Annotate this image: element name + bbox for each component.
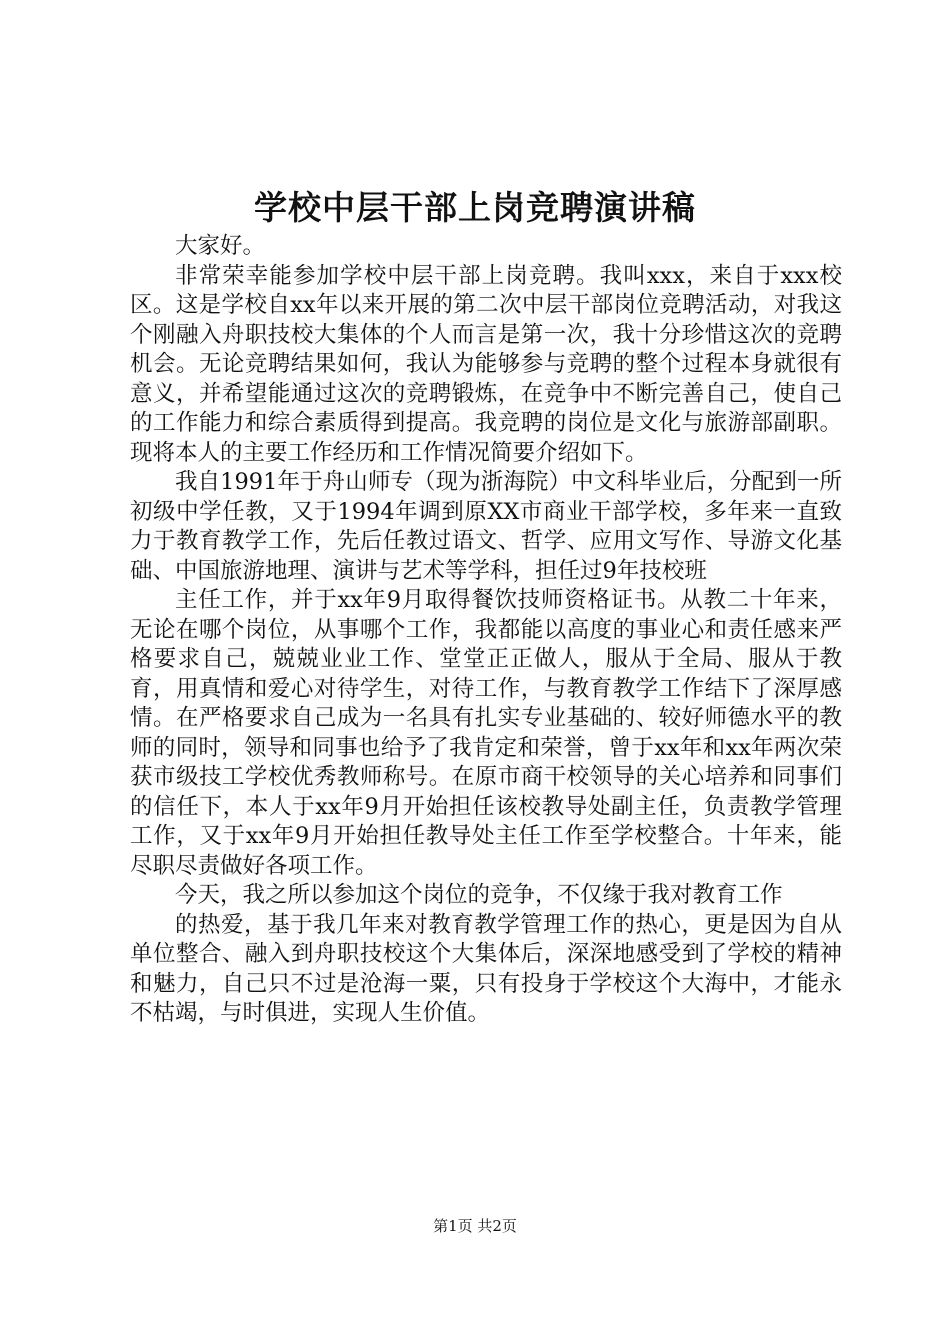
paragraph-motivation-continued: 的热爱，基于我几年来对教育教学管理工作的热心，更是因为自从单位整合、融入到舟职技校这个大集体后，深深地感受到了学校的精神和魅力，自己只不过是沧海一粟，只有投身于学校这个大海中，才能永不枯竭，与时俱进，实现人生价值。 xyxy=(130,911,842,1026)
paragraph-introduction: 非常荣幸能参加学校中层干部上岗竞聘。我叫xxx，来自于xxx校区。这是学校自xx年以来开展的第二次中层干部岗位竞聘活动，对我这个刚融入舟职技校大集体的个人而言是第一次，我十分珍惜这次的竞聘机会。无论竞聘结果如何，我认为能够参与竞聘的整个过程本身就很有意义，并希望能通过这次的竞聘锻炼，在竞争中不断完善自己，使自己的工作能力和综合素质得到提高。我竞聘的岗位是文化与旅游部副职。现将本人的主要工作经历和工作情况简要介绍如下。 xyxy=(130,262,842,466)
paragraph-greeting: 大家好。 xyxy=(175,233,266,259)
paragraph-career-history: 我自1991年于舟山师专（现为浙海院）中文科毕业后，分配到一所初级中学任教，又于1994年调到原XX市商业干部学校，多年来一直致力于教育教学工作，先后任教过语文、哲学、应用文写作、导游文化基础、中国旅游地理、演讲与艺术等学科，担任过9年技校班 xyxy=(130,469,842,584)
document-title: 学校中层干部上岗竞聘演讲稿 xyxy=(254,188,696,227)
paragraph-motivation-start: 今天，我之所以参加这个岗位的竞争，不仅缘于我对教育工作 xyxy=(175,882,783,908)
document-body xyxy=(130,232,842,1029)
paragraph-teaching-experience: 主任工作，并于xx年9月取得餐饮技师资格证书。从教二十年来，无论在哪个岗位，从事哪个工作，我都能以高度的事业心和责任感来严格要求自己，兢兢业业工作、堂堂正正做人，服从于全局、服从于教育，用真情和爱心对待学生，对待工作，与教育教学工作结下了深厚感情。在严格要求自己成为一名具有扎实专业基础的、较好师德水平的教师的同时，领导和同事也给予了我肯定和荣誉，曾于xx年和xx年两次荣获市级技工学校优秀教师称号。在原市商干校领导的关心培养和同事们的信任下，本人于xx年9月开始担任该校教导处副主任，负责教学管理工作，又于xx年9月开始担任教导处主任工作至学校整合。十年来，能尽职尽责做好各项工作。 xyxy=(130,587,842,879)
page-number-footer: 第1页 共2页 xyxy=(433,1217,517,1235)
